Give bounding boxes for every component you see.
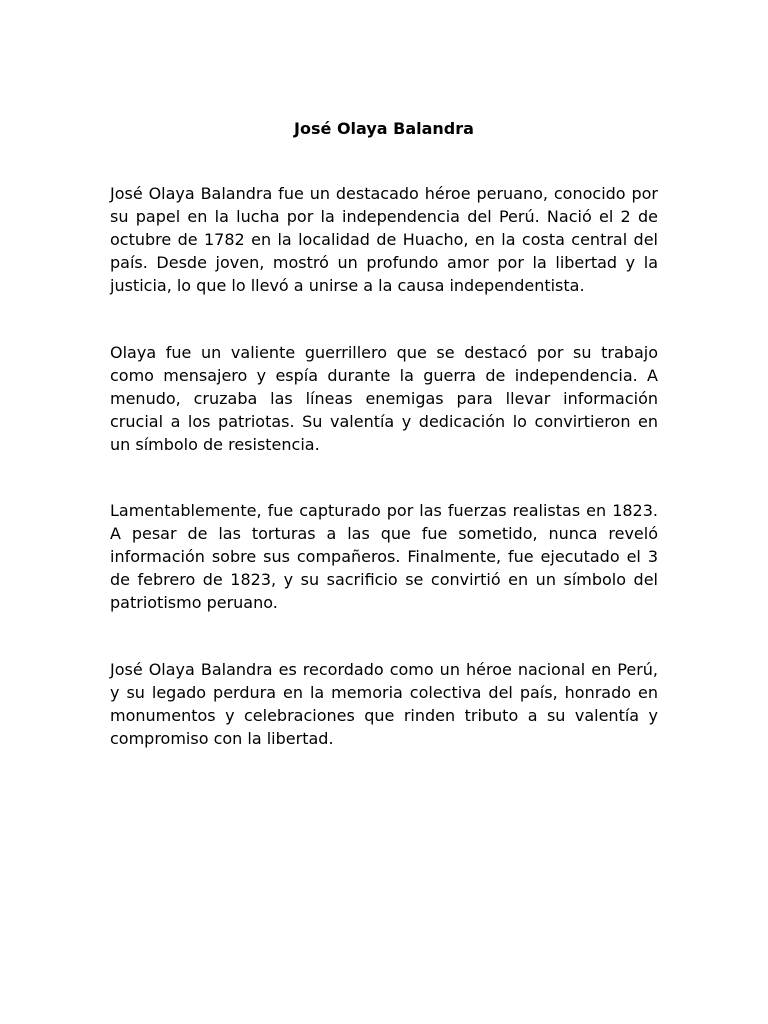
paragraph-3: Lamentablemente, fue capturado por las fuerzas realistas en 1823. A pesar de las torturas a las que fue sometido, nunca reveló información sobre sus compañeros. Finalmente, fue ejecutado el 3 de febrero de 1823, y su sacrificio se convirtió en un símbolo del patriotismo peruano. bbox=[110, 501, 658, 612]
paragraph-1: José Olaya Balandra fue un destacado héroe peruano, conocido por su papel en la lucha por la independencia del Perú. Nació el 2 de octubre de 1782 en la localidad de Huacho, en la costa central del país. Desde joven, mostró un profundo amor por la libertad y la justicia, lo que lo llevó a unirse a la causa independentista. bbox=[110, 184, 658, 295]
paragraph-4: José Olaya Balandra es recordado como un héroe nacional en Perú, y su legado perdura en la memoria colectiva del país, honrado en monumentos y celebraciones que rinden tributo a su valentía y compromiso con la libertad. bbox=[110, 660, 658, 748]
document-page bbox=[110, 117, 658, 750]
document-title: José Olaya Balandra bbox=[294, 119, 474, 138]
paragraph-2: Olaya fue un valiente guerrillero que se destacó por su trabajo como mensajero y espía durante la guerra de independencia. A menudo, cruzaba las líneas enemigas para llevar información crucial a los patriotas. Su valentía y dedicación lo convirtieron en un símbolo de resistencia. bbox=[110, 343, 658, 454]
